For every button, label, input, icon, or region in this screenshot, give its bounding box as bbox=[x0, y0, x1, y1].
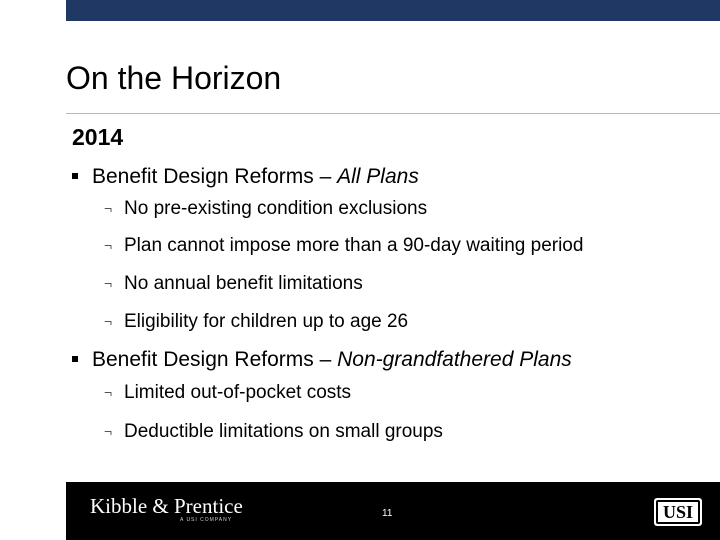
slide-footer bbox=[66, 482, 720, 540]
square-bullet-icon bbox=[72, 173, 78, 179]
bullet-heading: Benefit Design Reforms – Non-grandfathered Plans bbox=[92, 348, 572, 371]
sub-bullet-icon: ¬ bbox=[104, 313, 113, 329]
section-heading: 2014 bbox=[72, 124, 124, 150]
sub-bullet-icon: ¬ bbox=[104, 275, 113, 291]
usi-logo bbox=[654, 498, 702, 526]
sub-bullet-icon: ¬ bbox=[104, 200, 113, 216]
top-accent-bar bbox=[66, 0, 720, 21]
sub-bullet-icon: ¬ bbox=[104, 384, 113, 400]
sub-bullet-icon: ¬ bbox=[104, 423, 113, 439]
page-number: 11 bbox=[382, 508, 393, 519]
bullet-heading: Benefit Design Reforms – All Plans bbox=[92, 165, 419, 188]
kibble-prentice-logo: Kibble & Prentice bbox=[90, 494, 243, 518]
slide-title: On the Horizon bbox=[66, 60, 282, 96]
title-divider bbox=[66, 113, 720, 114]
square-bullet-icon bbox=[72, 356, 78, 362]
sub-bullet-icon: ¬ bbox=[104, 237, 113, 253]
usi-logo-text: USI bbox=[656, 500, 700, 524]
logo-subtext: A USI COMPANY bbox=[180, 517, 233, 523]
